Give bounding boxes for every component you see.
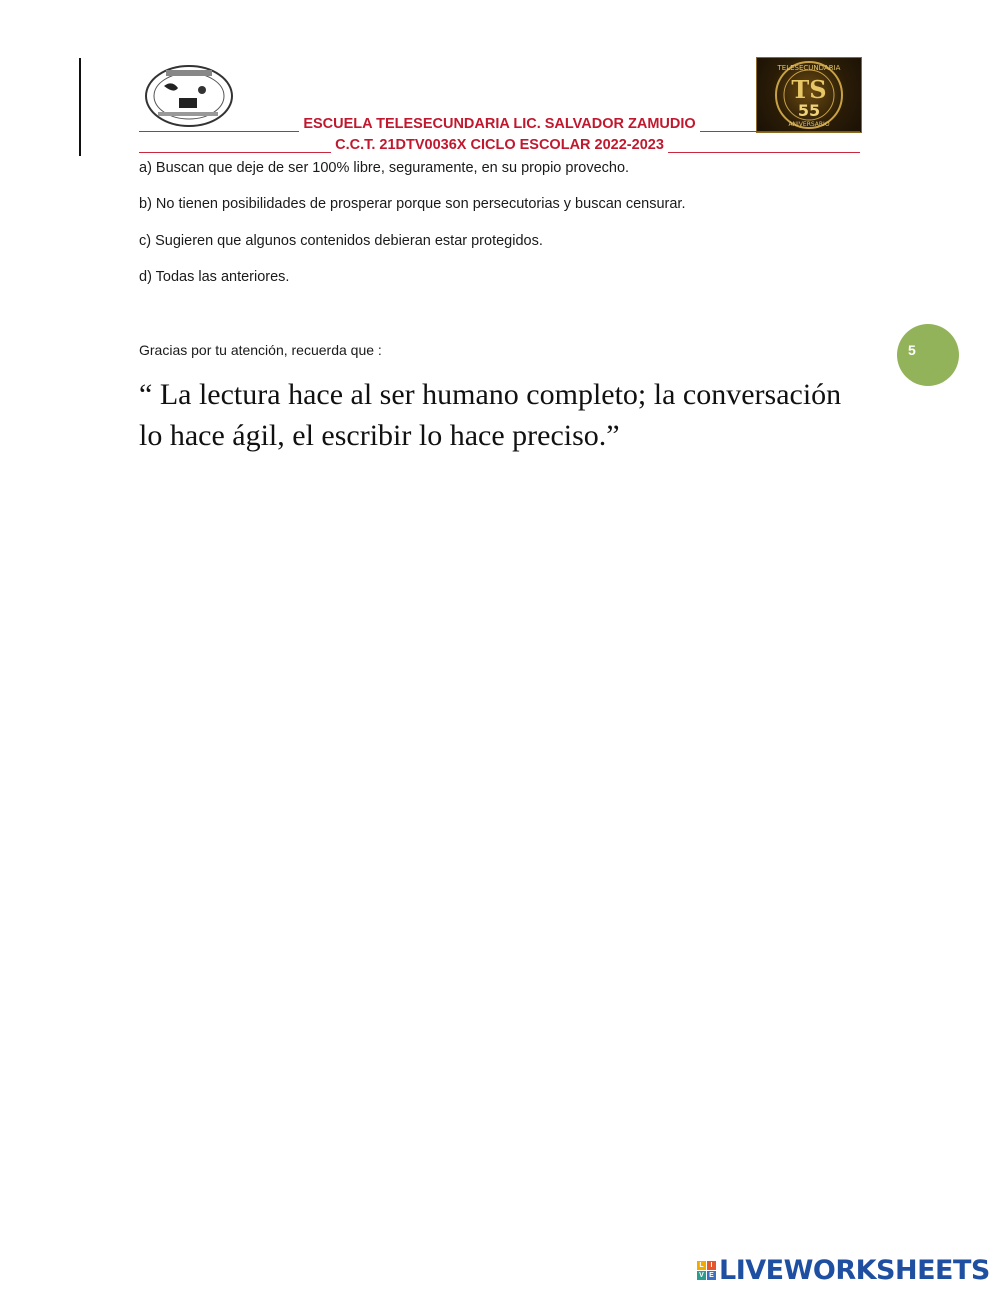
option-b: b) No tienen posibilidades de prosperar porque son persecutorias y buscan censurar. — [139, 196, 686, 212]
school-cct: C.C.T. 21DTV0036X CICLO ESCOLAR 2022-2023 — [139, 136, 860, 154]
brand-name: LIVEWORKSHEETS — [719, 1254, 990, 1286]
option-c: c) Sugieren que algunos contenidos debieran estar protegidos. — [139, 233, 543, 249]
logo-initials: TS — [791, 75, 827, 104]
liveworksheets-brand[interactable] — [697, 1254, 990, 1286]
option-a: a) Buscan que deje de ser 100% libre, seguramente, en su propio provecho. — [139, 160, 630, 176]
logo-bottom-text: ANIVERSARIO — [788, 121, 830, 128]
logo-number: 55 — [797, 101, 821, 120]
page-number-badge — [897, 324, 959, 386]
thanks-text: Gracias por tu atención, recuerda que : — [139, 342, 382, 358]
option-d: d) Todas las anteriores. — [139, 269, 290, 285]
brand-grid-icon: L I V E — [697, 1261, 716, 1280]
margin-bar — [79, 58, 81, 156]
page-number: 5 — [908, 342, 916, 358]
school-name: ESCUELA TELESECUNDARIA LIC. SALVADOR ZAMUDIO — [139, 115, 860, 133]
closing-quote: “ La lectura hace al ser humano completo; la conversación lo hace ágil, el escribir lo hace preciso.” — [139, 378, 842, 452]
logo-arc-text: TELESECUNDARIA — [777, 64, 841, 72]
